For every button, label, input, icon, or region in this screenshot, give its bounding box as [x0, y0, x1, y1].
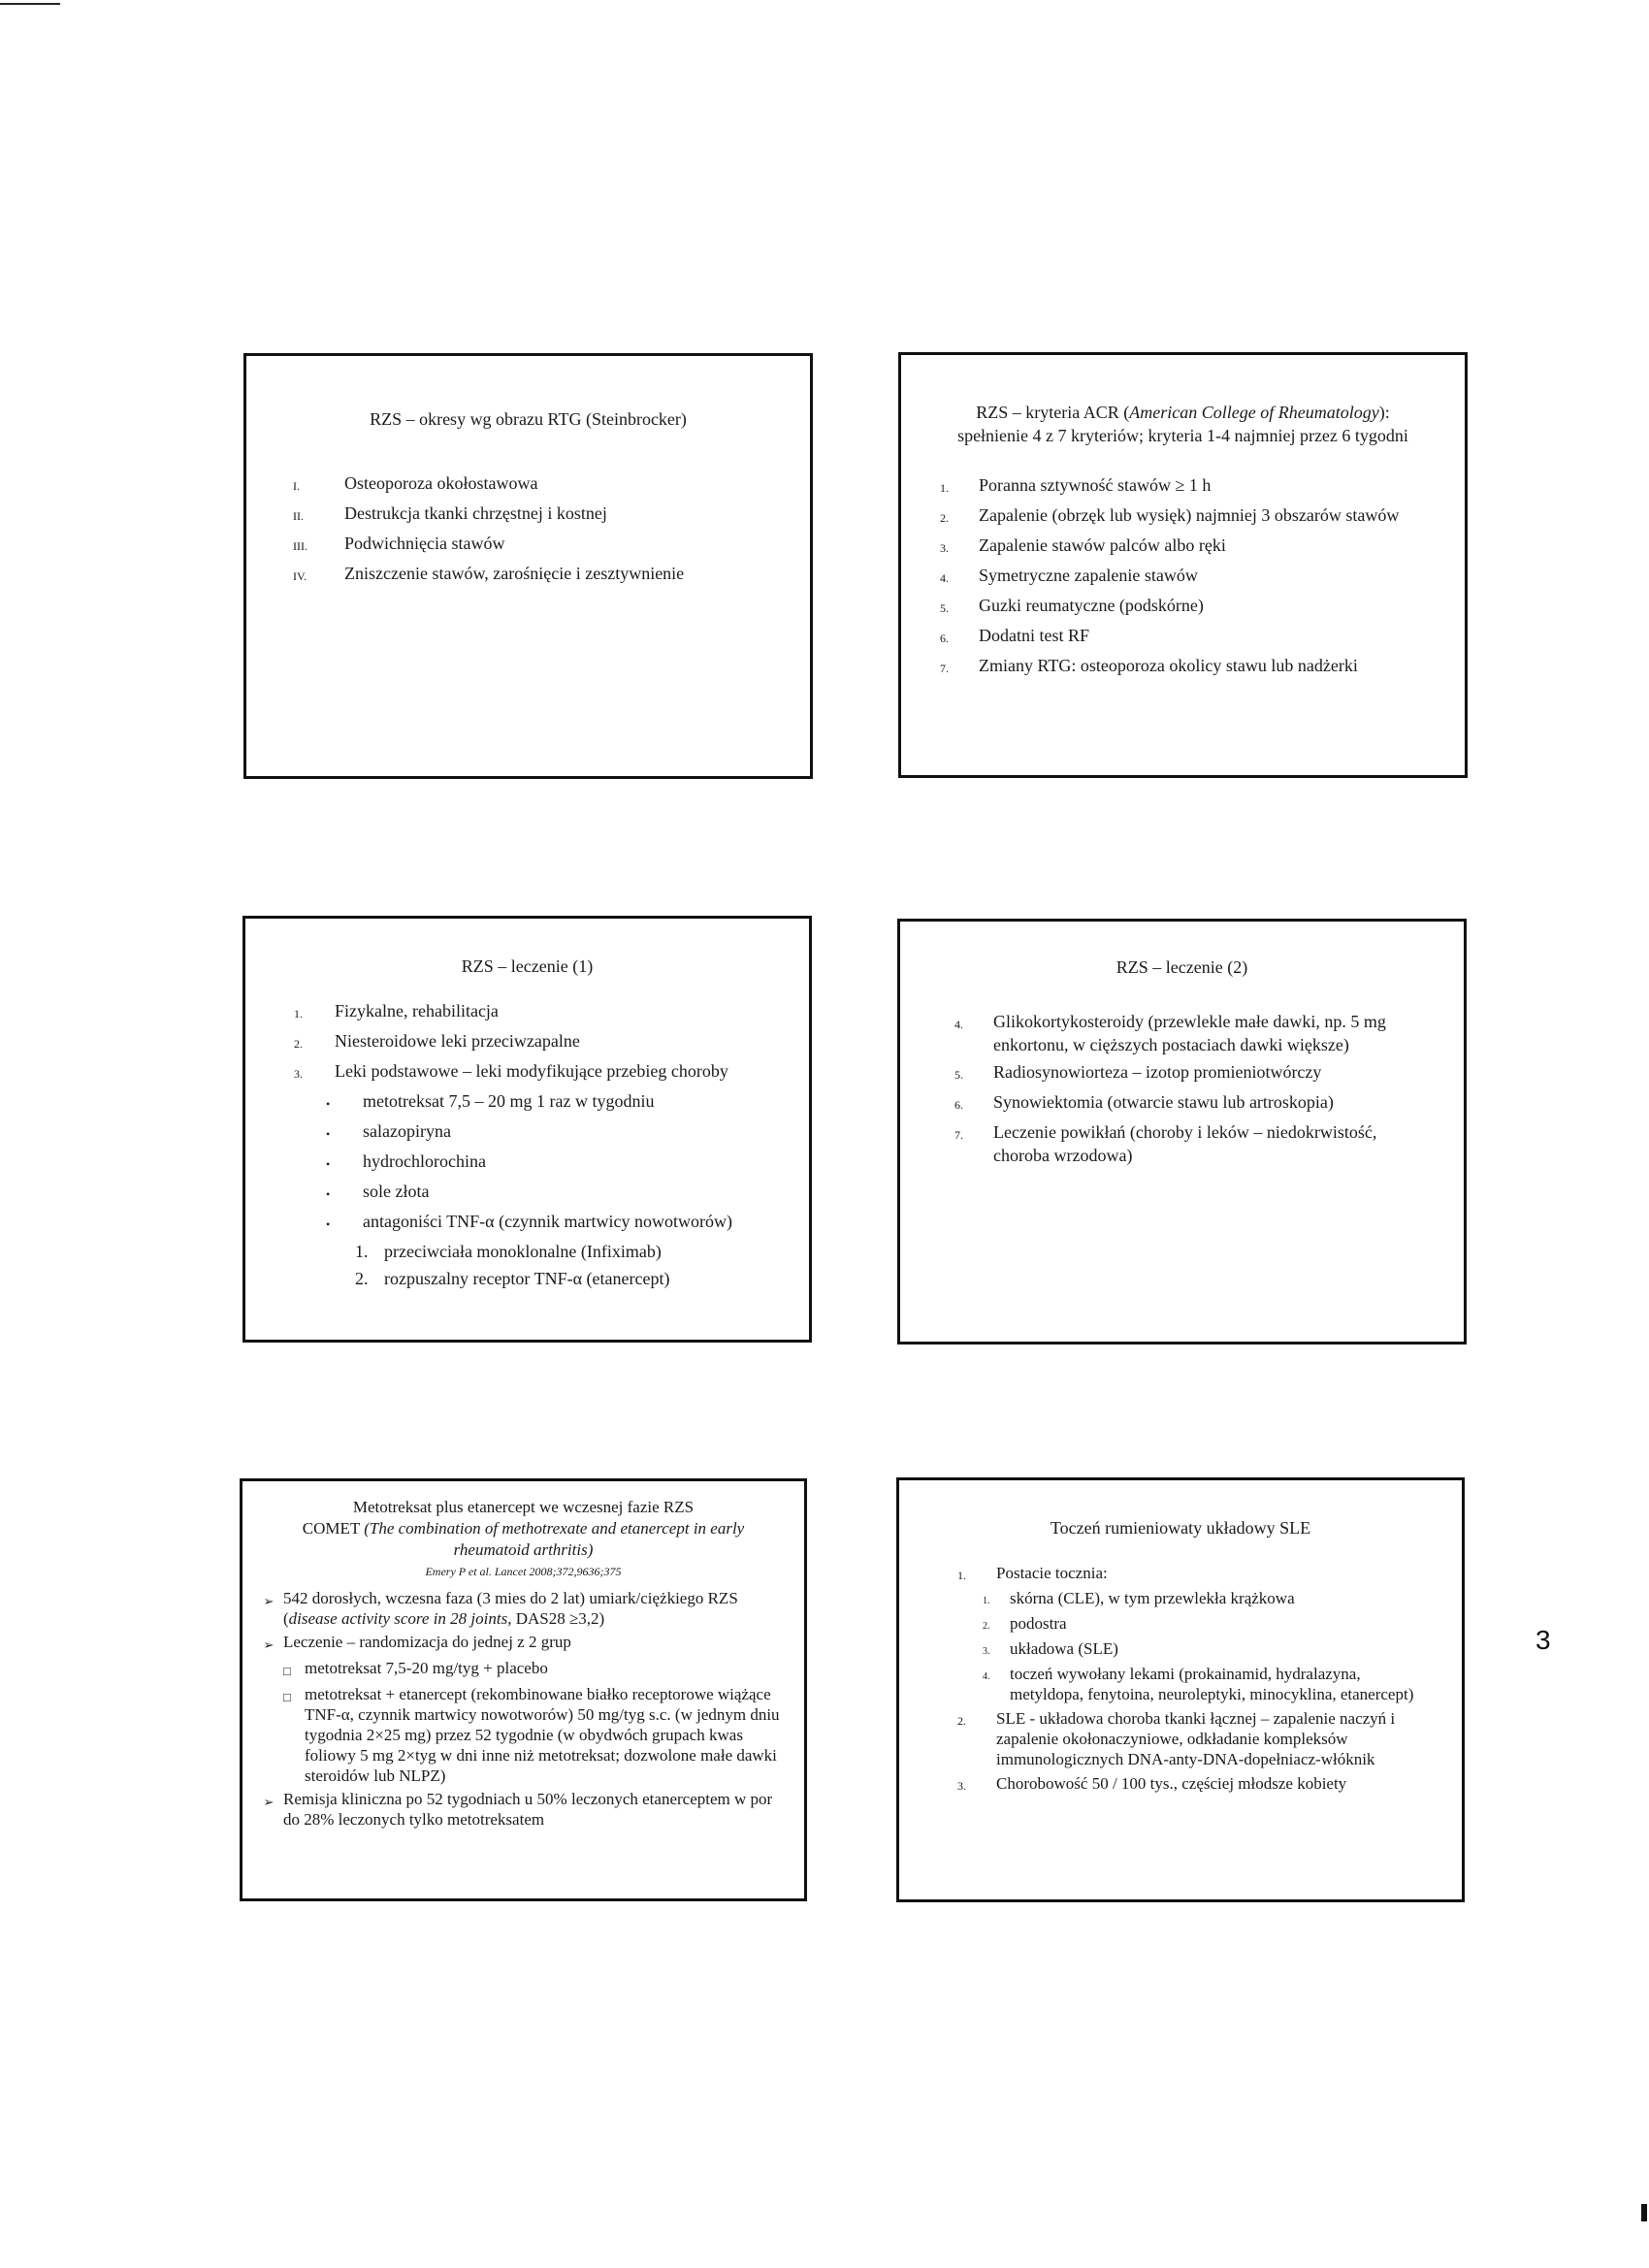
list-text: skórna (CLE), w tym przewlekła krążkowa	[1010, 1589, 1295, 1607]
list-text: SLE - układowa choroba tkanki łącznej – zapalenie naczyń i zapalenie okołonaczyniowe, odkładanie kompleksów immunologicznych DNA-anty-DNA-dopełniacz-włóknik	[996, 1709, 1396, 1768]
title-text: COMET	[302, 1519, 365, 1538]
drug-list	[326, 1087, 809, 1238]
list-item	[283, 1684, 785, 1786]
list-text: Dodatni test RF	[979, 626, 1090, 645]
list-item	[293, 530, 810, 560]
bullet-marker: •	[326, 1127, 331, 1141]
treatment-list	[954, 1010, 1435, 1167]
list-number: 2.	[983, 1621, 990, 1632]
list-item	[940, 652, 1465, 682]
list-item	[283, 1658, 785, 1681]
square-bullet-icon: □	[283, 1690, 291, 1704]
stage-list	[293, 470, 810, 590]
list-item	[954, 1120, 1435, 1167]
sle-content	[957, 1563, 1433, 1797]
criteria-list	[940, 471, 1465, 682]
list-number: 2.	[940, 511, 949, 525]
slide-title: RZS – leczenie (1)	[461, 956, 594, 976]
slide-treatment-1	[242, 916, 812, 1343]
list-item	[983, 1588, 1433, 1611]
list-text: Fizykalne, rehabilitacja	[335, 1001, 499, 1021]
list-text: toczeń wywołany lekami (prokainamid, hydralazyna, metyldopa, fenytoina, neuroleptyki, minocyklina, etanercept)	[1010, 1665, 1414, 1703]
scan-corner-line	[0, 3, 60, 5]
list-number: 4.	[954, 1018, 963, 1031]
list-text: metotreksat 7,5-20 mg/tyg + placebo	[305, 1659, 548, 1677]
list-number: 5.	[940, 601, 949, 615]
title-italic: American College of Rheumatology	[1129, 403, 1379, 422]
list-number: 5.	[954, 1068, 963, 1082]
list-number: III.	[293, 539, 307, 553]
study-content	[254, 1588, 785, 1830]
citation: Emery P et al. Lancet 2008;372,9636;375	[425, 1565, 622, 1578]
list-item	[954, 1090, 1435, 1117]
list-text: sole złota	[363, 1182, 430, 1201]
list-item	[957, 1563, 1433, 1586]
list-item	[355, 1265, 809, 1292]
list-item	[954, 1060, 1435, 1086]
tnf-antagonist-list	[355, 1238, 809, 1292]
list-number: 2.	[294, 1037, 303, 1051]
list-item	[940, 502, 1465, 532]
list-text: Poranna sztywność stawów ≥ 1 h	[979, 475, 1212, 495]
slide-title: RZS – leczenie (2)	[1116, 957, 1248, 977]
list-number: II.	[293, 509, 304, 523]
slide-sle	[896, 1477, 1465, 1902]
list-text: podostra	[1010, 1614, 1067, 1633]
text-run: 542 dorosłych, wczesna faza (3 mies do 2 lat) umiark/ciężkiego RZS (	[283, 1589, 738, 1628]
slide-title	[242, 1497, 804, 1582]
text-italic: disease activity score in 28 joints,	[288, 1609, 512, 1628]
list-number: 7.	[954, 1128, 963, 1142]
list-number: 3.	[983, 1646, 990, 1657]
list-item	[254, 1632, 785, 1655]
list-number: 3.	[294, 1067, 303, 1081]
list-text	[283, 1588, 785, 1629]
sle-forms-list	[983, 1588, 1433, 1704]
page-number: 3	[1536, 1625, 1551, 1655]
list-item	[957, 1708, 1433, 1769]
list-item	[940, 471, 1465, 502]
list-item	[294, 1057, 809, 1087]
list-text: Chorobowość 50 / 100 tys., częściej młodsze kobiety	[996, 1774, 1347, 1793]
treatment-list	[294, 997, 809, 1087]
list-number: 2.	[957, 1714, 966, 1728]
title-text: RZS – kryteria ACR (	[976, 403, 1130, 422]
list-text: Destrukcja tkanki chrzęstnej i kostnej	[344, 503, 607, 523]
list-item	[326, 1148, 809, 1178]
list-text: Zmiany RTG: osteoporoza okolicy stawu lub nadżerki	[979, 656, 1358, 675]
list-number: 4.	[983, 1671, 990, 1682]
list-item	[940, 592, 1465, 622]
list-item	[957, 1773, 1433, 1797]
list-text: Niesteroidowe leki przeciwzapalne	[335, 1031, 580, 1051]
square-bullet-icon: □	[283, 1664, 291, 1678]
list-text: Remisja kliniczna po 52 tygodniach u 50% leczonych etanerceptem w por do 28% leczonych tylko metotreksatem	[283, 1790, 773, 1829]
list-text: przeciwciała monoklonalne (Infiximab)	[384, 1242, 662, 1261]
scan-edge-mark	[1641, 2204, 1647, 2221]
list-item	[940, 622, 1465, 652]
list-number: 3.	[940, 541, 949, 555]
list-text: Postacie tocznia:	[996, 1564, 1108, 1582]
arrow-bullet-icon: ➢	[263, 1594, 275, 1608]
list-item	[254, 1789, 785, 1830]
bullet-marker: •	[326, 1097, 331, 1111]
list-text: Glikokortykosteroidy (przewlekle małe dawki, np. 5 mg enkortonu, w cięższych postaciach dawki większe)	[993, 1012, 1386, 1054]
list-text: Zapalenie (obrzęk lub wysięk) najmniej 3 obszarów stawów	[979, 505, 1400, 525]
list-item	[983, 1613, 1433, 1636]
slide-treatment-2	[897, 919, 1467, 1345]
arrow-bullet-icon: ➢	[263, 1637, 275, 1652]
bullet-marker: •	[326, 1187, 331, 1201]
list-number: 1.	[294, 1007, 303, 1021]
list-item	[326, 1178, 809, 1208]
list-text: Leki podstawowe – leki modyfikujące przebieg choroby	[335, 1061, 728, 1081]
list-item	[940, 562, 1465, 592]
title-subtext: spełnienie 4 z 7 kryteriów; kryteria 1-4 najmniej przez 6 tygodni	[957, 426, 1408, 445]
list-text: układowa (SLE)	[1010, 1639, 1118, 1658]
list-text: Radiosynowiorteza – izotop promieniotwórczy	[993, 1062, 1322, 1082]
list-text: rozpuszalny receptor TNF-α (etanercept)	[384, 1269, 670, 1288]
list-text: metotreksat 7,5 – 20 mg 1 raz w tygodniu	[363, 1091, 655, 1111]
list-number: 2.	[355, 1269, 369, 1288]
list-item	[983, 1664, 1433, 1704]
list-text: Leczenie – randomizacja do jednej z 2 grup	[283, 1633, 571, 1651]
slide-steinbrocker	[243, 353, 813, 779]
list-item	[294, 997, 809, 1027]
list-item	[254, 1588, 785, 1629]
title-text: Metotreksat plus etanercept we wczesnej fazie RZS	[352, 1498, 695, 1516]
list-item	[355, 1238, 809, 1265]
list-item	[293, 470, 810, 500]
slide-title	[901, 401, 1465, 447]
list-text: metotreksat + etanercept (rekombinowane białko receptorowe wiążące TNF-α, czynnik martwicy nowotworów) 50 mg/tyg s.c. (w jednym dniu tygodnia 2×25 mg) przez 52 tygodnie (w obydwóch grupach kwas foliowy 5 mg 2×tyg w dni inne niż metotreksat; dozwolone małe dawki steroidów lub NLPZ)	[305, 1685, 780, 1785]
slide-comet-study	[240, 1478, 807, 1901]
list-number: I.	[293, 479, 300, 493]
list-text: hydrochlorochina	[363, 1151, 486, 1171]
list-item	[326, 1118, 809, 1148]
title-italic: (The combination of methotrexate and etanercept in early rheumatoid arthritis)	[364, 1519, 745, 1559]
list-text: Podwichnięcia stawów	[344, 534, 505, 553]
list-number: 1.	[355, 1242, 369, 1261]
list-number: 3.	[957, 1779, 966, 1793]
list-text: Osteoporoza okołostawowa	[344, 473, 538, 493]
list-item	[326, 1087, 809, 1118]
list-text: Guzki reumatyczne (podskórne)	[979, 596, 1204, 615]
text-run: DAS28 ≥3,2)	[511, 1609, 605, 1628]
slide-title: Toczeń rumieniowaty układowy SLE	[1050, 1518, 1311, 1538]
list-item	[293, 560, 810, 590]
list-number: 1.	[940, 481, 949, 495]
list-text: antagoniści TNF-α (czynnik martwicy nowotworów)	[363, 1212, 733, 1231]
list-text: Symetryczne zapalenie stawów	[979, 566, 1198, 585]
list-item	[294, 1027, 809, 1057]
list-item	[326, 1208, 809, 1238]
list-item	[954, 1010, 1435, 1056]
slide-title: RZS – okresy wg obrazu RTG (Steinbrocker)	[370, 409, 687, 429]
list-number: 6.	[954, 1098, 963, 1112]
bullet-marker: •	[326, 1157, 331, 1171]
title-text: ):	[1378, 403, 1390, 422]
list-item	[293, 500, 810, 530]
list-item	[983, 1638, 1433, 1662]
arrow-bullet-icon: ➢	[263, 1795, 275, 1809]
list-text: Zniszczenie stawów, zarośnięcie i zesztywnienie	[344, 564, 685, 583]
list-text: Synowiektomia (otwarcie stawu lub artroskopia)	[993, 1092, 1334, 1112]
list-number: 1.	[957, 1569, 966, 1582]
list-number: 4.	[940, 571, 949, 585]
list-number: IV.	[293, 569, 307, 583]
list-number: 6.	[940, 632, 949, 645]
list-text: Zapalenie stawów palców albo ręki	[979, 535, 1226, 555]
list-item	[940, 532, 1465, 562]
bullet-marker: •	[326, 1217, 331, 1231]
list-number: 1.	[983, 1596, 990, 1606]
list-text: Leczenie powikłań (choroby i leków – niedokrwistość, choroba wrzodowa)	[993, 1122, 1377, 1165]
list-text: salazopiryna	[363, 1121, 451, 1141]
slide-acr-criteria	[898, 352, 1468, 778]
list-number: 7.	[940, 662, 949, 675]
